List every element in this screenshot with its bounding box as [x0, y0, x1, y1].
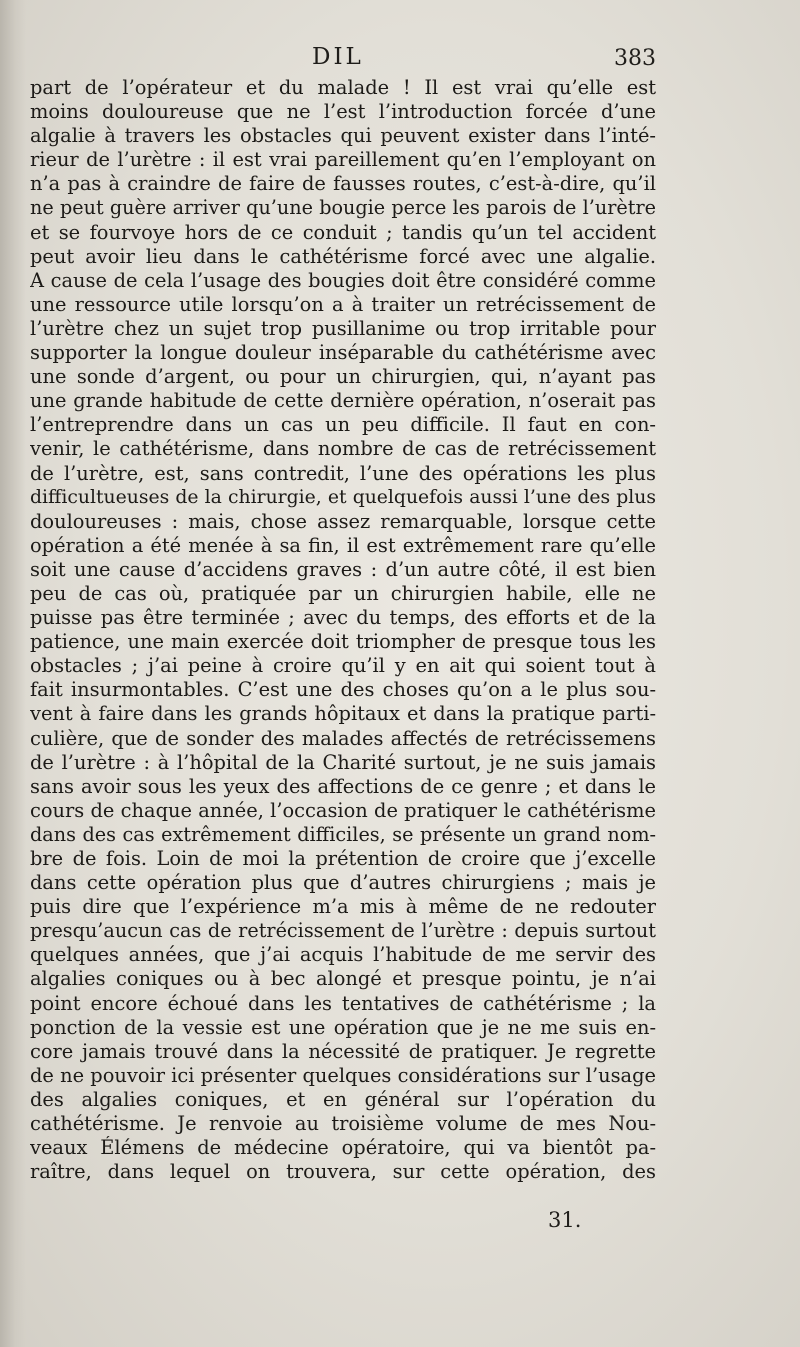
text-line: point encore échoué dans les tentatives de cathétérisme ; la	[30, 991, 656, 1015]
text-line: algalie à travers les obstacles qui peuvent exister dans l’inté-	[30, 124, 656, 148]
page-number: 383	[614, 46, 656, 71]
spine-shadow	[0, 0, 26, 1347]
text-line: de l’urètre : à l’hôpital de la Charité surtout, je ne suis jamais	[30, 750, 656, 774]
text-line: supporter la longue douleur inséparable du cathétérisme avec	[30, 341, 656, 365]
text-line: l’urètre chez un sujet trop pusillanime ou trop irritable pour	[30, 316, 656, 340]
text-line: dans cette opération plus que d’autres chirurgiens ; mais je	[30, 871, 656, 895]
text-line: fait insurmontables. C’est une des choses qu’on a le plus sou-	[30, 678, 656, 702]
text-line: A cause de cela l’usage des bougies doit être considéré comme	[30, 268, 656, 292]
text-line: ponction de la vessie est une opération que je ne me suis en-	[30, 1015, 656, 1039]
text-line: raître, dans lequel on trouvera, sur cette opération, des	[30, 1160, 656, 1184]
text-line: part de l’opérateur et du malade ! Il est vrai qu’elle est	[30, 76, 656, 99]
page-header	[30, 44, 656, 80]
text-line: une ressource utile lorsqu’on a à traiter un retrécissement de	[30, 292, 656, 316]
text-line: une sonde d’argent, ou pour un chirurgien, qui, n’ayant pas	[30, 365, 656, 389]
text-line: veaux Élémens de médecine opératoire, qui va bientôt pa-	[30, 1136, 656, 1160]
text-line: de ne pouvoir ici présenter quelques considérations sur l’usage	[30, 1063, 656, 1087]
running-head: DIL	[312, 44, 364, 70]
text-line: culière, que de sonder des malades affectés de retrécissemens	[30, 726, 656, 750]
text-line: une grande habitude de cette dernière opération, n’oserait pas	[30, 389, 656, 413]
text-line: sans avoir sous les yeux des affections de ce genre ; et dans le	[30, 774, 656, 798]
text-line: rieur de l’urètre : il est vrai pareillement qu’en l’employant on	[30, 148, 656, 172]
text-line: patience, une main exercée doit triompher de presque tous les	[30, 630, 656, 654]
text-line: vent à faire dans les grands hôpitaux et dans la pratique parti-	[30, 702, 656, 726]
text-line: et se fourvoye hors de ce conduit ; tandis qu’un tel accident	[30, 220, 656, 244]
text-line: algalies coniques ou à bec alongé et presque pointu, je n’ai	[30, 967, 656, 991]
text-line: n’a pas à craindre de faire de fausses routes, c’est-à-dire, qu’il	[30, 172, 656, 196]
text-line: presqu’aucun cas de retrécissement de l’urètre : depuis surtout	[30, 919, 656, 943]
text-line: de l’urètre, est, sans contredit, l’une des opérations les plus	[30, 461, 656, 485]
signature-mark: 31.	[548, 1208, 582, 1232]
text-line: soit une cause d’accidens graves : d’un autre côté, il est bien	[30, 557, 656, 581]
body-text	[30, 76, 656, 1184]
text-line: cours de chaque année, l’occasion de pratiquer le cathétérisme	[30, 798, 656, 822]
text-line: peut avoir lieu dans le cathétérisme forcé avec une algalie.	[30, 244, 656, 268]
text-line: ne peut guère arriver qu’une bougie perce les parois de l’urètre	[30, 196, 656, 220]
text-line: bre de fois. Loin de moi la prétention de croire que j’excelle	[30, 847, 656, 870]
text-line: douloureuses : mais, chose assez remarquable, lorsque cette	[30, 509, 656, 533]
text-line: peu de cas où, pratiquée par un chirurgien habile, elle ne	[30, 581, 656, 605]
text-line: puis dire que l’expérience m’a mis à même de ne redouter	[30, 895, 656, 919]
text-line: cathétérisme. Je renvoie au troisième volume de mes Nou-	[30, 1112, 656, 1136]
text-line: difficultueuses de la chirurgie, et quelquefois aussi l’une des plus	[30, 486, 656, 508]
text-line: venir, le cathétérisme, dans nombre de cas de retrécissement	[30, 437, 656, 461]
text-line: dans des cas extrêmement difficiles, se présente un grand nom-	[30, 822, 656, 846]
text-line: moins douloureuse que ne l’est l’introduction forcée d’une	[30, 100, 656, 124]
text-line: core jamais trouvé dans la nécessité de pratiquer. Je regrette	[30, 1039, 656, 1063]
text-line: des algalies coniques, et en général sur l’opération du	[30, 1087, 656, 1111]
text-line: quelques années, que j’ai acquis l’habitude de me servir des	[30, 943, 656, 967]
text-line: l’entreprendre dans un cas un peu difficile. Il faut en con-	[30, 413, 656, 437]
text-line: obstacles ; j’ai peine à croire qu’il y en ait qui soient tout à	[30, 654, 656, 678]
text-line: opération a été menée à sa fin, il est extrêmement rare qu’elle	[30, 533, 656, 557]
text-line: puisse pas être terminée ; avec du temps, des efforts et de la	[30, 606, 656, 630]
